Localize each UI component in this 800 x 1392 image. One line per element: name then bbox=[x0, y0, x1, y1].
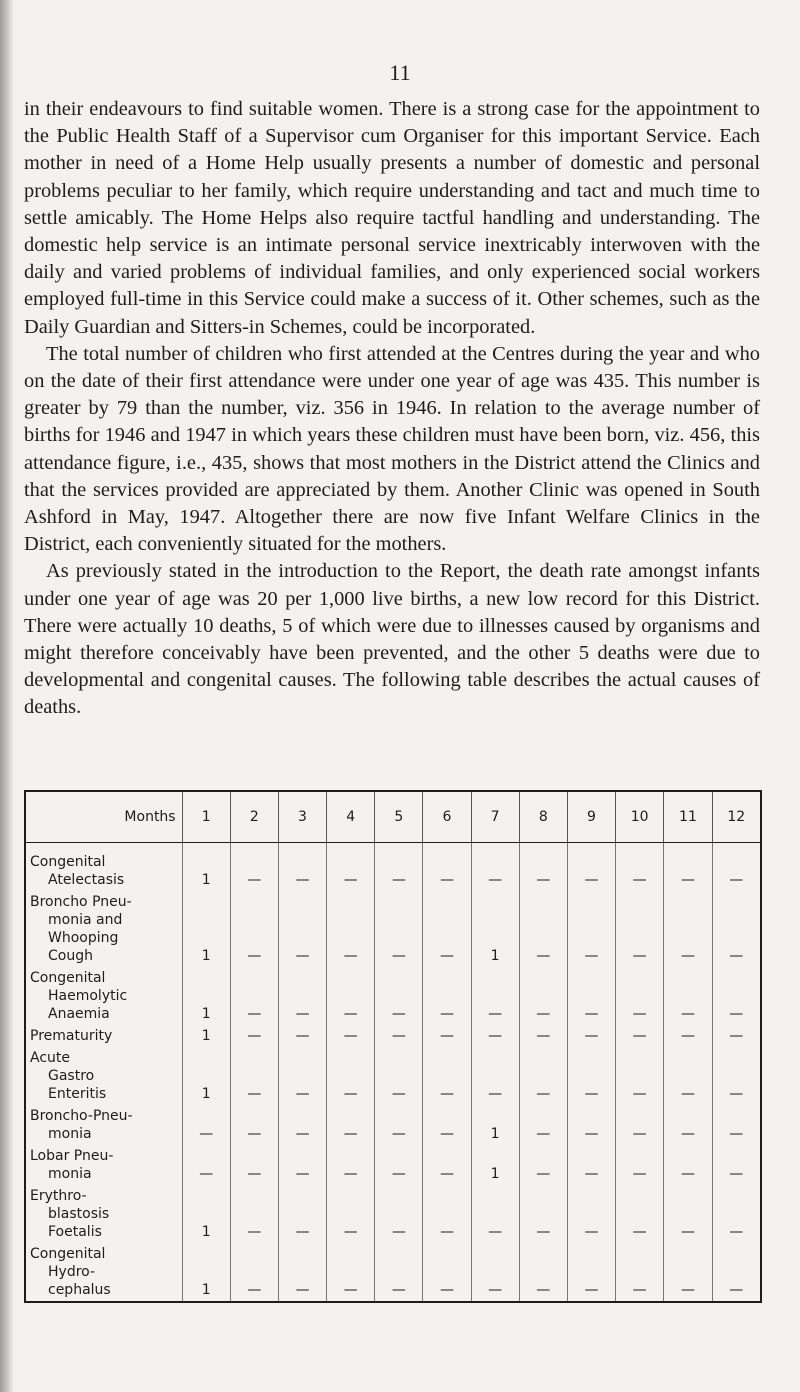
month-value-cell: — bbox=[375, 1243, 423, 1302]
paragraph: in their endeavours to find suitable women. There is a strong case for the appointment to the Public Health Staff of a Supervisor cum Organiser for this important Service. Each mother in need of a Home Help usually presents a number of domestic and personal problems peculiar to her family, which require understanding and tact and much time to settle amicably. The Home Helps also require tactful handling and understanding. The domestic help service is an intimate personal service inextricably interwoven with the daily and varied problems of individual families, and only experienced social workers employed full-time in this Service could make a success of it. Other schemes, such as the Daily Guardian and Sitters-in Schemes, could be incorporated. bbox=[24, 98, 760, 338]
month-value-cell: — bbox=[712, 843, 761, 892]
month-value-cell: — bbox=[519, 1185, 567, 1243]
cause-label-line: Hydro- bbox=[48, 1264, 96, 1280]
month-header: 6 bbox=[423, 791, 471, 843]
month-value-cell: — bbox=[567, 967, 615, 1025]
cause-cell bbox=[25, 1047, 182, 1105]
month-value-cell: — bbox=[712, 1047, 761, 1105]
cause-label-line: Acute bbox=[30, 1050, 71, 1066]
month-value-cell: — bbox=[567, 1243, 615, 1302]
month-value-cell: — bbox=[471, 967, 519, 1025]
month-value-cell: — bbox=[278, 1105, 326, 1145]
month-value-cell: 1 bbox=[471, 1145, 519, 1185]
month-value-cell: 1 bbox=[471, 891, 519, 967]
month-value-cell: — bbox=[375, 1047, 423, 1105]
month-value-cell: — bbox=[519, 891, 567, 967]
month-value-cell: — bbox=[278, 1185, 326, 1243]
month-value-cell: — bbox=[182, 1105, 230, 1145]
month-value-cell: — bbox=[423, 1243, 471, 1302]
month-value-cell: — bbox=[182, 1145, 230, 1185]
month-header: 7 bbox=[471, 791, 519, 843]
month-value-cell: — bbox=[616, 1145, 664, 1185]
paragraph: As previously stated in the introduction to the Report, the death rate amongst infants under one year of age was 20 per 1,000 live births, a new low record for this District. There were actually 10 deaths, 5 of which were due to illnesses caused by organisms and might therefore conceivably have been prevented, and the other 5 deaths were due to developmental and congenital causes. The following table describes the actual causes of deaths. bbox=[24, 560, 760, 719]
month-value-cell: — bbox=[664, 1145, 712, 1185]
month-value-cell: — bbox=[616, 1025, 664, 1047]
month-value-cell: — bbox=[519, 1145, 567, 1185]
table-row bbox=[25, 1105, 761, 1145]
month-value-cell: — bbox=[327, 1185, 375, 1243]
month-value-cell: — bbox=[375, 1185, 423, 1243]
month-value-cell: — bbox=[327, 1047, 375, 1105]
month-value-cell: — bbox=[327, 843, 375, 892]
month-value-cell: — bbox=[375, 1145, 423, 1185]
month-value-cell: — bbox=[616, 1047, 664, 1105]
month-value-cell: — bbox=[375, 967, 423, 1025]
month-value-cell: — bbox=[230, 843, 278, 892]
month-value-cell: — bbox=[423, 843, 471, 892]
month-value-cell: — bbox=[519, 1047, 567, 1105]
table-row bbox=[25, 967, 761, 1025]
month-header: 1 bbox=[182, 791, 230, 843]
month-header: 9 bbox=[567, 791, 615, 843]
month-value-cell: — bbox=[664, 843, 712, 892]
body-text bbox=[24, 96, 760, 722]
table-row bbox=[25, 1145, 761, 1185]
month-value-cell: — bbox=[567, 1105, 615, 1145]
month-value-cell: — bbox=[471, 1047, 519, 1105]
cause-cell bbox=[25, 843, 182, 892]
month-value-cell: — bbox=[616, 1243, 664, 1302]
month-value-cell: — bbox=[616, 891, 664, 967]
month-value-cell: — bbox=[278, 1025, 326, 1047]
month-value-cell: 1 bbox=[182, 967, 230, 1025]
month-value-cell: — bbox=[278, 843, 326, 892]
month-value-cell: — bbox=[664, 1047, 712, 1105]
month-value-cell: — bbox=[519, 1025, 567, 1047]
month-value-cell: — bbox=[664, 1025, 712, 1047]
month-value-cell: — bbox=[327, 1105, 375, 1145]
month-value-cell: — bbox=[230, 891, 278, 967]
month-value-cell: — bbox=[616, 1185, 664, 1243]
month-header: 5 bbox=[375, 791, 423, 843]
cause-cell bbox=[25, 1105, 182, 1145]
month-value-cell: — bbox=[664, 1185, 712, 1243]
cause-label-line: monia bbox=[48, 1126, 92, 1142]
month-header: 10 bbox=[616, 791, 664, 843]
cause-label-line: cephalus bbox=[48, 1282, 111, 1298]
month-value-cell: — bbox=[230, 967, 278, 1025]
month-value-cell: — bbox=[616, 1105, 664, 1145]
month-value-cell: — bbox=[327, 967, 375, 1025]
month-value-cell: — bbox=[230, 1105, 278, 1145]
month-value-cell: — bbox=[423, 1025, 471, 1047]
month-value-cell: 1 bbox=[471, 1105, 519, 1145]
month-value-cell: — bbox=[327, 1145, 375, 1185]
causes-of-death-table bbox=[24, 790, 762, 1303]
month-value-cell: — bbox=[712, 1185, 761, 1243]
month-value-cell: — bbox=[471, 1185, 519, 1243]
month-value-cell: — bbox=[664, 891, 712, 967]
month-value-cell: — bbox=[423, 967, 471, 1025]
month-value-cell: — bbox=[471, 843, 519, 892]
month-value-cell: — bbox=[712, 891, 761, 967]
table-row bbox=[25, 1047, 761, 1105]
month-value-cell: — bbox=[567, 1025, 615, 1047]
cause-label-line: Foetalis bbox=[48, 1224, 102, 1240]
month-value-cell: — bbox=[519, 843, 567, 892]
cause-label-line: Whooping bbox=[48, 930, 119, 946]
cause-cell bbox=[25, 891, 182, 967]
month-value-cell: — bbox=[712, 967, 761, 1025]
cause-label-line: Gastro bbox=[48, 1068, 95, 1084]
table-body bbox=[25, 843, 761, 1303]
month-value-cell: — bbox=[278, 967, 326, 1025]
month-value-cell: — bbox=[616, 967, 664, 1025]
month-value-cell: — bbox=[567, 843, 615, 892]
month-value-cell: — bbox=[230, 1145, 278, 1185]
cause-label-line: Lobar Pneu- bbox=[30, 1148, 114, 1164]
month-value-cell: — bbox=[230, 1025, 278, 1047]
month-value-cell: — bbox=[278, 1145, 326, 1185]
month-header: 4 bbox=[327, 791, 375, 843]
paragraph: The total number of children who first attended at the Centres during the year and who on the date of their first attendance were under one year of age was 435. This number is greater by 79 than the number, viz. 356 in 1946. In relation to the average number of births for 1946 and 1947 in which years these children must have been born, viz. 456, this attendance figure, i.e., 435, shows that most mothers in the District attend the Clinics and that the services provided are appreciated by them. Another Clinic was opened in South Ashford in May, 1947. Altogether there are now five Infant Welfare Clinics in the District, each conveniently situated for the mothers. bbox=[24, 342, 760, 556]
cause-label-line: Congenital bbox=[30, 1246, 106, 1262]
month-value-cell: — bbox=[230, 1047, 278, 1105]
page-number: 11 bbox=[389, 60, 411, 85]
month-value-cell: — bbox=[327, 1025, 375, 1047]
table-row bbox=[25, 1025, 761, 1047]
month-value-cell: — bbox=[567, 1047, 615, 1105]
month-value-cell: — bbox=[327, 891, 375, 967]
month-header: 2 bbox=[230, 791, 278, 843]
month-value-cell: — bbox=[664, 967, 712, 1025]
month-value-cell: — bbox=[278, 891, 326, 967]
cause-cell bbox=[25, 967, 182, 1025]
cause-label-line: Prematurity bbox=[30, 1028, 113, 1044]
month-value-cell: 1 bbox=[182, 1025, 230, 1047]
table-row bbox=[25, 1243, 761, 1302]
cause-label-line: Congenital bbox=[30, 854, 106, 870]
month-value-cell: — bbox=[664, 1243, 712, 1302]
table-row bbox=[25, 1185, 761, 1243]
month-value-cell: 1 bbox=[182, 1243, 230, 1302]
cause-label-line: Broncho Pneu- bbox=[30, 894, 132, 910]
month-value-cell: — bbox=[423, 1185, 471, 1243]
month-value-cell: — bbox=[423, 891, 471, 967]
cause-label-line: Atelectasis bbox=[48, 872, 125, 888]
month-value-cell: — bbox=[278, 1243, 326, 1302]
cause-label-line: Erythro- bbox=[30, 1188, 87, 1204]
month-value-cell: — bbox=[567, 1145, 615, 1185]
month-value-cell: — bbox=[519, 1105, 567, 1145]
month-value-cell: — bbox=[423, 1145, 471, 1185]
month-value-cell: — bbox=[519, 1243, 567, 1302]
month-value-cell: — bbox=[664, 1105, 712, 1145]
month-value-cell: — bbox=[471, 1243, 519, 1302]
month-value-cell: — bbox=[375, 843, 423, 892]
month-value-cell: — bbox=[375, 891, 423, 967]
table-row bbox=[25, 891, 761, 967]
cause-label-line: blastosis bbox=[48, 1206, 110, 1222]
month-value-cell: — bbox=[712, 1243, 761, 1302]
month-value-cell: — bbox=[471, 1025, 519, 1047]
month-value-cell: — bbox=[327, 1243, 375, 1302]
month-header: 3 bbox=[278, 791, 326, 843]
month-value-cell: — bbox=[567, 1185, 615, 1243]
month-value-cell: — bbox=[230, 1243, 278, 1302]
cause-label-line: Cough bbox=[48, 948, 93, 964]
cause-cell bbox=[25, 1243, 182, 1302]
month-value-cell: — bbox=[712, 1145, 761, 1185]
month-value-cell: — bbox=[375, 1025, 423, 1047]
month-value-cell: — bbox=[616, 843, 664, 892]
month-value-cell: — bbox=[519, 967, 567, 1025]
month-value-cell: — bbox=[278, 1047, 326, 1105]
month-value-cell: — bbox=[423, 1047, 471, 1105]
month-value-cell: 1 bbox=[182, 891, 230, 967]
table-header-row bbox=[25, 791, 761, 843]
cause-label-line: Congenital bbox=[30, 970, 106, 986]
month-value-cell: — bbox=[712, 1025, 761, 1047]
cause-label-line: monia and bbox=[48, 912, 123, 928]
binding-shadow bbox=[0, 0, 14, 1392]
cause-cell bbox=[25, 1185, 182, 1243]
month-value-cell: — bbox=[712, 1105, 761, 1145]
cause-label-line: Broncho-Pneu- bbox=[30, 1108, 133, 1124]
cause-cell bbox=[25, 1025, 182, 1047]
month-value-cell: 1 bbox=[182, 1047, 230, 1105]
months-header: Months bbox=[25, 791, 182, 843]
month-value-cell: — bbox=[567, 891, 615, 967]
month-value-cell: — bbox=[375, 1105, 423, 1145]
month-header: 8 bbox=[519, 791, 567, 843]
month-value-cell: 1 bbox=[182, 843, 230, 892]
month-value-cell: — bbox=[423, 1105, 471, 1145]
cause-label-line: Anaemia bbox=[48, 1006, 110, 1022]
cause-label-line: monia bbox=[48, 1166, 92, 1182]
month-value-cell: 1 bbox=[182, 1185, 230, 1243]
month-header: 11 bbox=[664, 791, 712, 843]
cause-cell bbox=[25, 1145, 182, 1185]
table-row bbox=[25, 843, 761, 892]
month-header: 12 bbox=[712, 791, 761, 843]
cause-label-line: Haemolytic bbox=[48, 988, 128, 1004]
month-value-cell: — bbox=[230, 1185, 278, 1243]
cause-label-line: Enteritis bbox=[48, 1086, 107, 1102]
